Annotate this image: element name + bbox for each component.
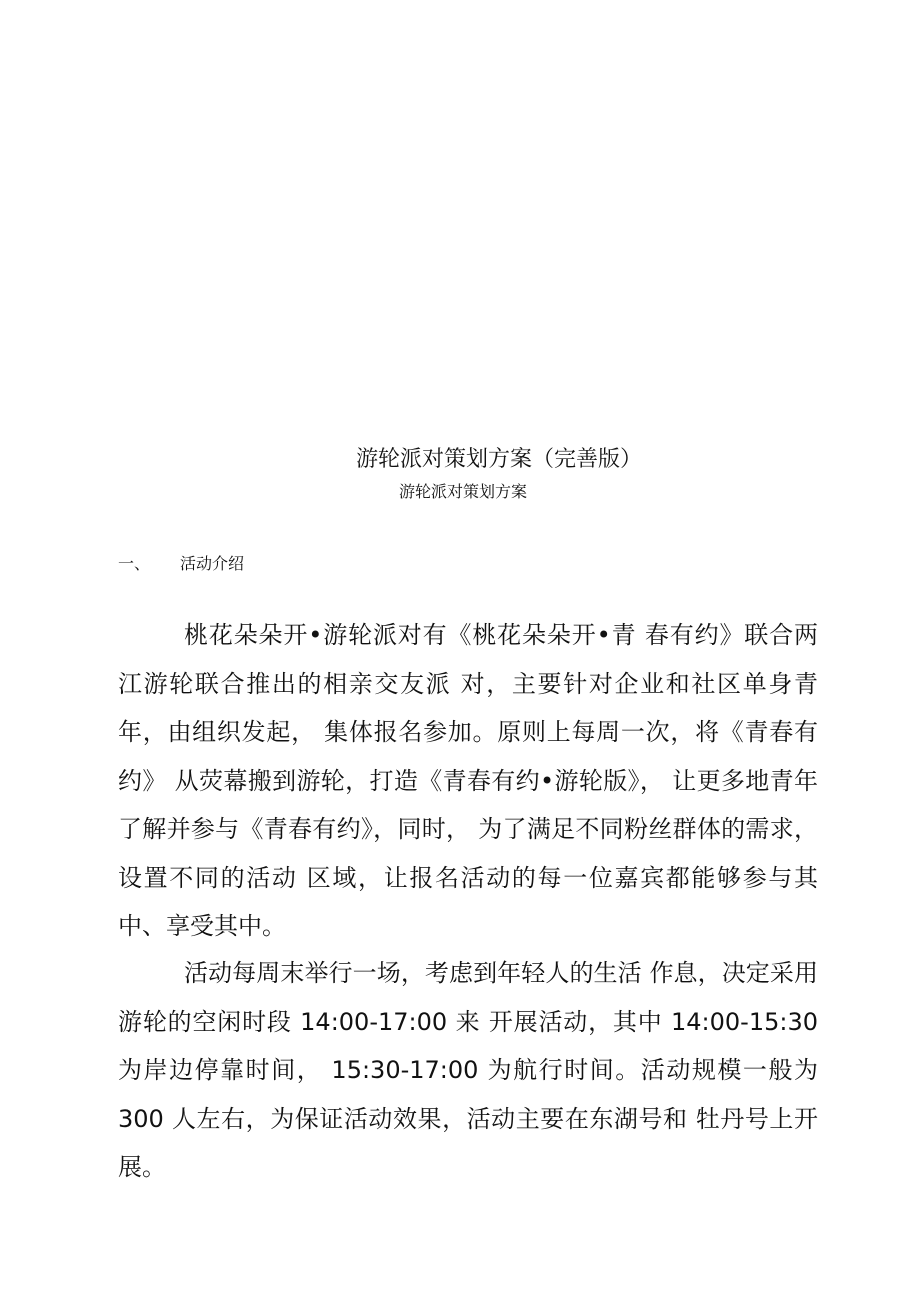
document-subtitle: 游轮派对策划方案 <box>398 482 527 501</box>
paragraph-intro: 桃花朵朵开•游轮派对有《桃花朵朵开•青 春有约》联合两江游轮联合推出的相亲交友派 对，主要针对企业和社区单身青年，由组织发起， 集体报名参加。原则上每周一次，将《青春有约》 从荧幕搬到游轮，打造《青春有约•游轮版》， 让更多地青年了解并参与《青春有约》，同时， 为了满足不同粉丝群体的需求，设置不同的活动 区域，让报名活动的每一位嘉宾都能够参与其 中、享受其中。 <box>118 621 818 940</box>
section-number: 一、 <box>118 554 151 573</box>
document-title: 游轮派对策划方案（完善版） <box>355 447 642 472</box>
section-heading <box>118 552 244 576</box>
paragraph-schedule: 活动每周末举行一场，考虑到年轻人的生活 作息，决定采用游轮的空闲时段 14:00-17:00 来 开展活动，其中 14:00-15:30 为岸边停靠时间， 15:30-17:00 为航行时间。活动规模一般为 300 人左右，为保证活动效果，活动主要在东湖号和 牡丹号上开展。 <box>118 959 818 1181</box>
section-title: 活动介绍 <box>180 554 245 573</box>
